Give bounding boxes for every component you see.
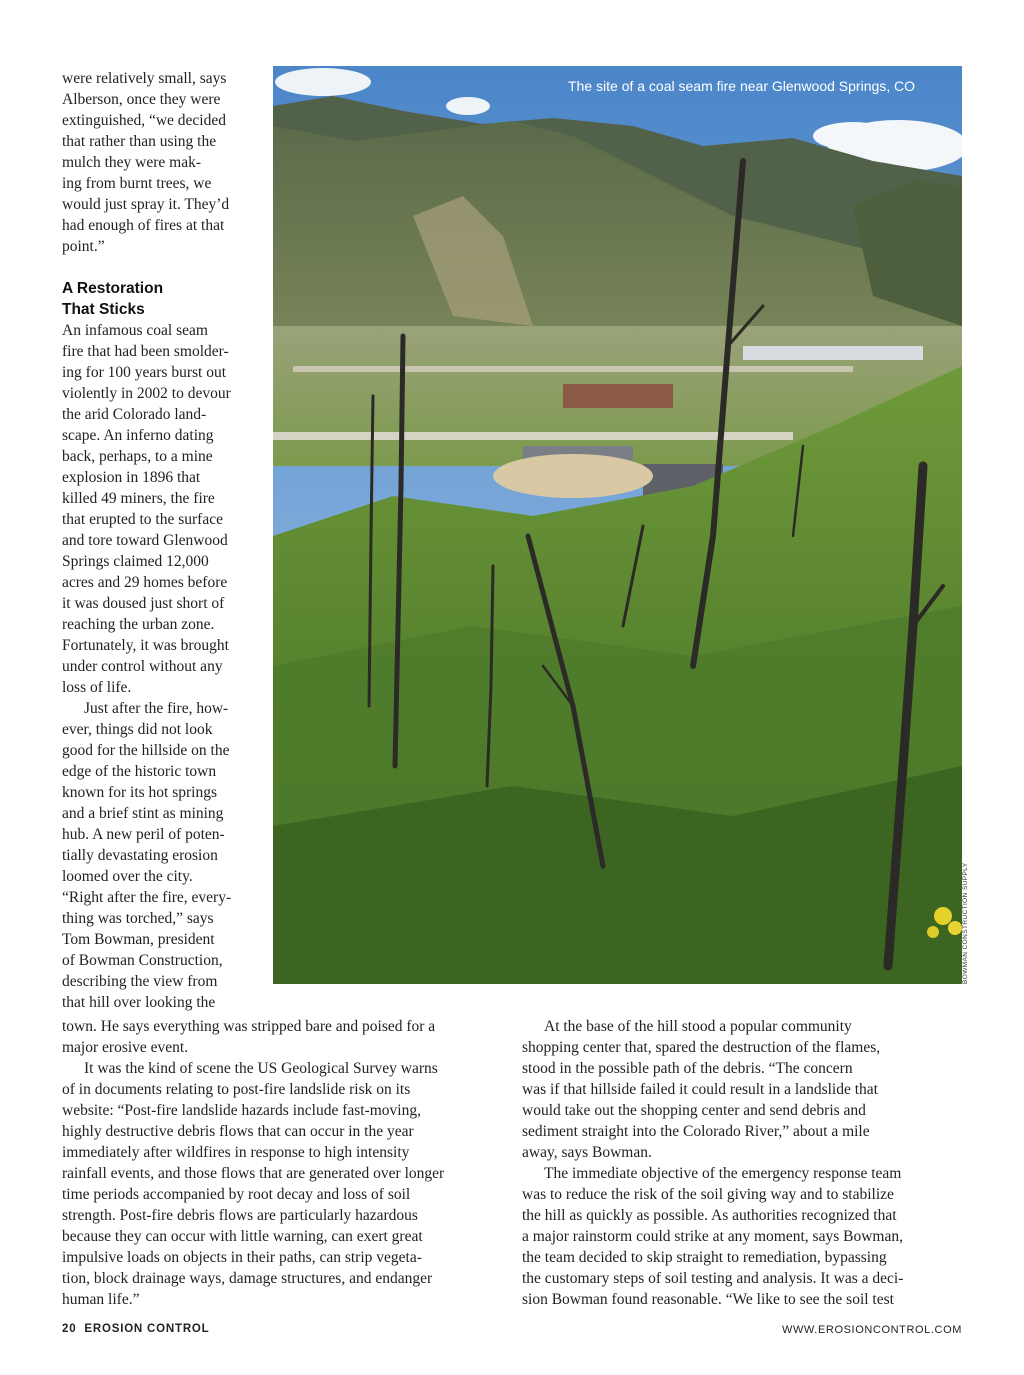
- hillside-photo: [273, 66, 962, 984]
- text-line: sion Bowman found reasonable. “We like to see the soil test: [522, 1291, 894, 1308]
- bottom-right-column: [522, 1016, 964, 1310]
- text-line: because they can occur with little warning, can exert great: [62, 1228, 423, 1245]
- text-line: immediately after wildfires in response to high intensity: [62, 1144, 410, 1161]
- text-line: of in documents relating to post-fire landslide risk on its: [62, 1081, 411, 1098]
- text-line: Tom Bowman, president: [62, 931, 215, 948]
- text-line: “Right after the fire, every-: [62, 889, 232, 906]
- text-line: Alberson, once they were: [62, 91, 221, 108]
- photo-caption: The site of a coal seam fire near Glenwood Springs, CO: [568, 78, 916, 94]
- text-line: ing for 100 years burst out: [62, 364, 227, 381]
- paragraph-continuation: [62, 1016, 504, 1058]
- text-line: major erosive event.: [62, 1039, 189, 1056]
- text-line: fire that had been smolder-: [62, 343, 229, 360]
- text-line: violently in 2002 to devour: [62, 385, 231, 402]
- text-line: would take out the shopping center and send debris and: [522, 1102, 866, 1119]
- magazine-name: EROSION CONTROL: [84, 1323, 210, 1335]
- section-paragraph-1: [62, 320, 264, 698]
- text-line: back, perhaps, to a mine: [62, 448, 213, 465]
- text-line: sediment straight into the Colorado River,” about a mile: [522, 1123, 870, 1140]
- text-line: website: “Post-fire landslide hazards include fast-moving,: [62, 1102, 421, 1119]
- text-line: impulsive loads on objects in their paths, can strip vegeta-: [62, 1249, 422, 1266]
- photo-credit: BOWMAN CONSTRUCTION SUPPLY: [962, 862, 969, 984]
- text-line: the arid Colorado land-: [62, 406, 207, 423]
- text-line: Fortunately, it was brought: [62, 637, 229, 654]
- text-line: known for its hot springs: [62, 784, 217, 801]
- text-line: were relatively small, says: [62, 70, 227, 87]
- text-line: A Restoration: [62, 280, 164, 297]
- text-line: of Bowman Construction,: [62, 952, 223, 969]
- text-line: time periods accompanied by root decay and loss of soil: [62, 1186, 411, 1203]
- text-line: loss of life.: [62, 679, 132, 696]
- text-line: that hill over looking the: [62, 994, 216, 1011]
- text-line: shopping center that, spared the destruction of the flames,: [522, 1039, 881, 1056]
- footer-url: WWW.EROSIONCONTROL.COM: [781, 1324, 962, 1336]
- text-line: tially devastating erosion: [62, 847, 218, 864]
- text-line: acres and 29 homes before: [62, 574, 228, 591]
- intro-paragraph: [62, 68, 264, 257]
- text-line: hub. A new peril of poten-: [62, 826, 225, 843]
- text-line: highly destructive debris flows that can occur in the year: [62, 1123, 414, 1140]
- text-line: tion, block drainage ways, damage structures, and endanger: [62, 1270, 433, 1287]
- text-line: At the base of the hill stood a popular community: [544, 1018, 852, 1035]
- objective-paragraph: [522, 1163, 964, 1310]
- shopping-center-paragraph: [522, 1016, 964, 1163]
- text-line: town. He says everything was stripped bare and poised for a: [62, 1018, 436, 1035]
- text-line: mulch they were mak-: [62, 154, 202, 171]
- text-line: scape. An inferno dating: [62, 427, 214, 444]
- text-line: That Sticks: [62, 301, 145, 318]
- text-line: human life.”: [62, 1291, 140, 1308]
- text-line: away, says Bowman.: [522, 1144, 652, 1161]
- text-line: and a brief stint as mining: [62, 805, 224, 822]
- text-line: point.”: [62, 238, 105, 255]
- text-line: had enough of fires at that: [62, 217, 225, 234]
- text-line: was if that hillside failed it could result in a landslide that: [522, 1081, 878, 1098]
- text-line: rainfall events, and those flows that are generated over longer: [62, 1165, 445, 1182]
- footer-left: [62, 1323, 210, 1335]
- text-line: Just after the fire, how-: [84, 700, 229, 717]
- section-heading: [62, 278, 264, 320]
- section-paragraph-2: [62, 698, 264, 1013]
- text-line: The immediate objective of the emergency response team: [544, 1165, 902, 1182]
- text-line: the customary steps of soil testing and analysis. It was a deci-: [522, 1270, 904, 1287]
- text-line: reaching the urban zone.: [62, 616, 215, 633]
- text-line: it was doused just short of: [62, 595, 225, 612]
- text-line: was to reduce the risk of the soil giving way and to stabilize: [522, 1186, 894, 1203]
- text-line: thing was torched,” says: [62, 910, 214, 927]
- usgs-paragraph: [62, 1058, 504, 1310]
- text-line: It was the kind of scene the US Geological Survey warns: [84, 1060, 438, 1077]
- text-line: ing from burnt trees, we: [62, 175, 212, 192]
- text-line: that rather than using the: [62, 133, 217, 150]
- text-line: edge of the historic town: [62, 763, 217, 780]
- text-line: An infamous coal seam: [62, 322, 208, 339]
- text-line: a major rainstorm could strike at any moment, says Bowman,: [522, 1228, 903, 1245]
- text-line: loomed over the city.: [62, 868, 193, 885]
- text-line: extinguished, “we decided: [62, 112, 226, 129]
- text-line: killed 49 miners, the fire: [62, 490, 215, 507]
- text-line: stood in the possible path of the debris. “The concern: [522, 1060, 853, 1077]
- text-line: explosion in 1896 that: [62, 469, 201, 486]
- text-line: describing the view from: [62, 973, 218, 990]
- page-number: 20: [62, 1323, 77, 1335]
- bottom-left-column: [62, 1016, 504, 1310]
- text-line: good for the hillside on the: [62, 742, 230, 759]
- text-line: strength. Post-fire debris flows are particularly hazardous: [62, 1207, 418, 1224]
- text-line: under control without any: [62, 658, 223, 675]
- left-narrow-column: [62, 68, 264, 1013]
- text-line: would just spray it. They’d: [62, 196, 230, 213]
- text-line: and tore toward Glenwood: [62, 532, 228, 549]
- text-line: that erupted to the surface: [62, 511, 223, 528]
- text-line: ever, things did not look: [62, 721, 213, 738]
- text-line: the team decided to skip straight to remediation, bypassing: [522, 1249, 887, 1266]
- text-line: Springs claimed 12,000: [62, 553, 209, 570]
- text-line: the hill as quickly as possible. As authorities recognized that: [522, 1207, 897, 1224]
